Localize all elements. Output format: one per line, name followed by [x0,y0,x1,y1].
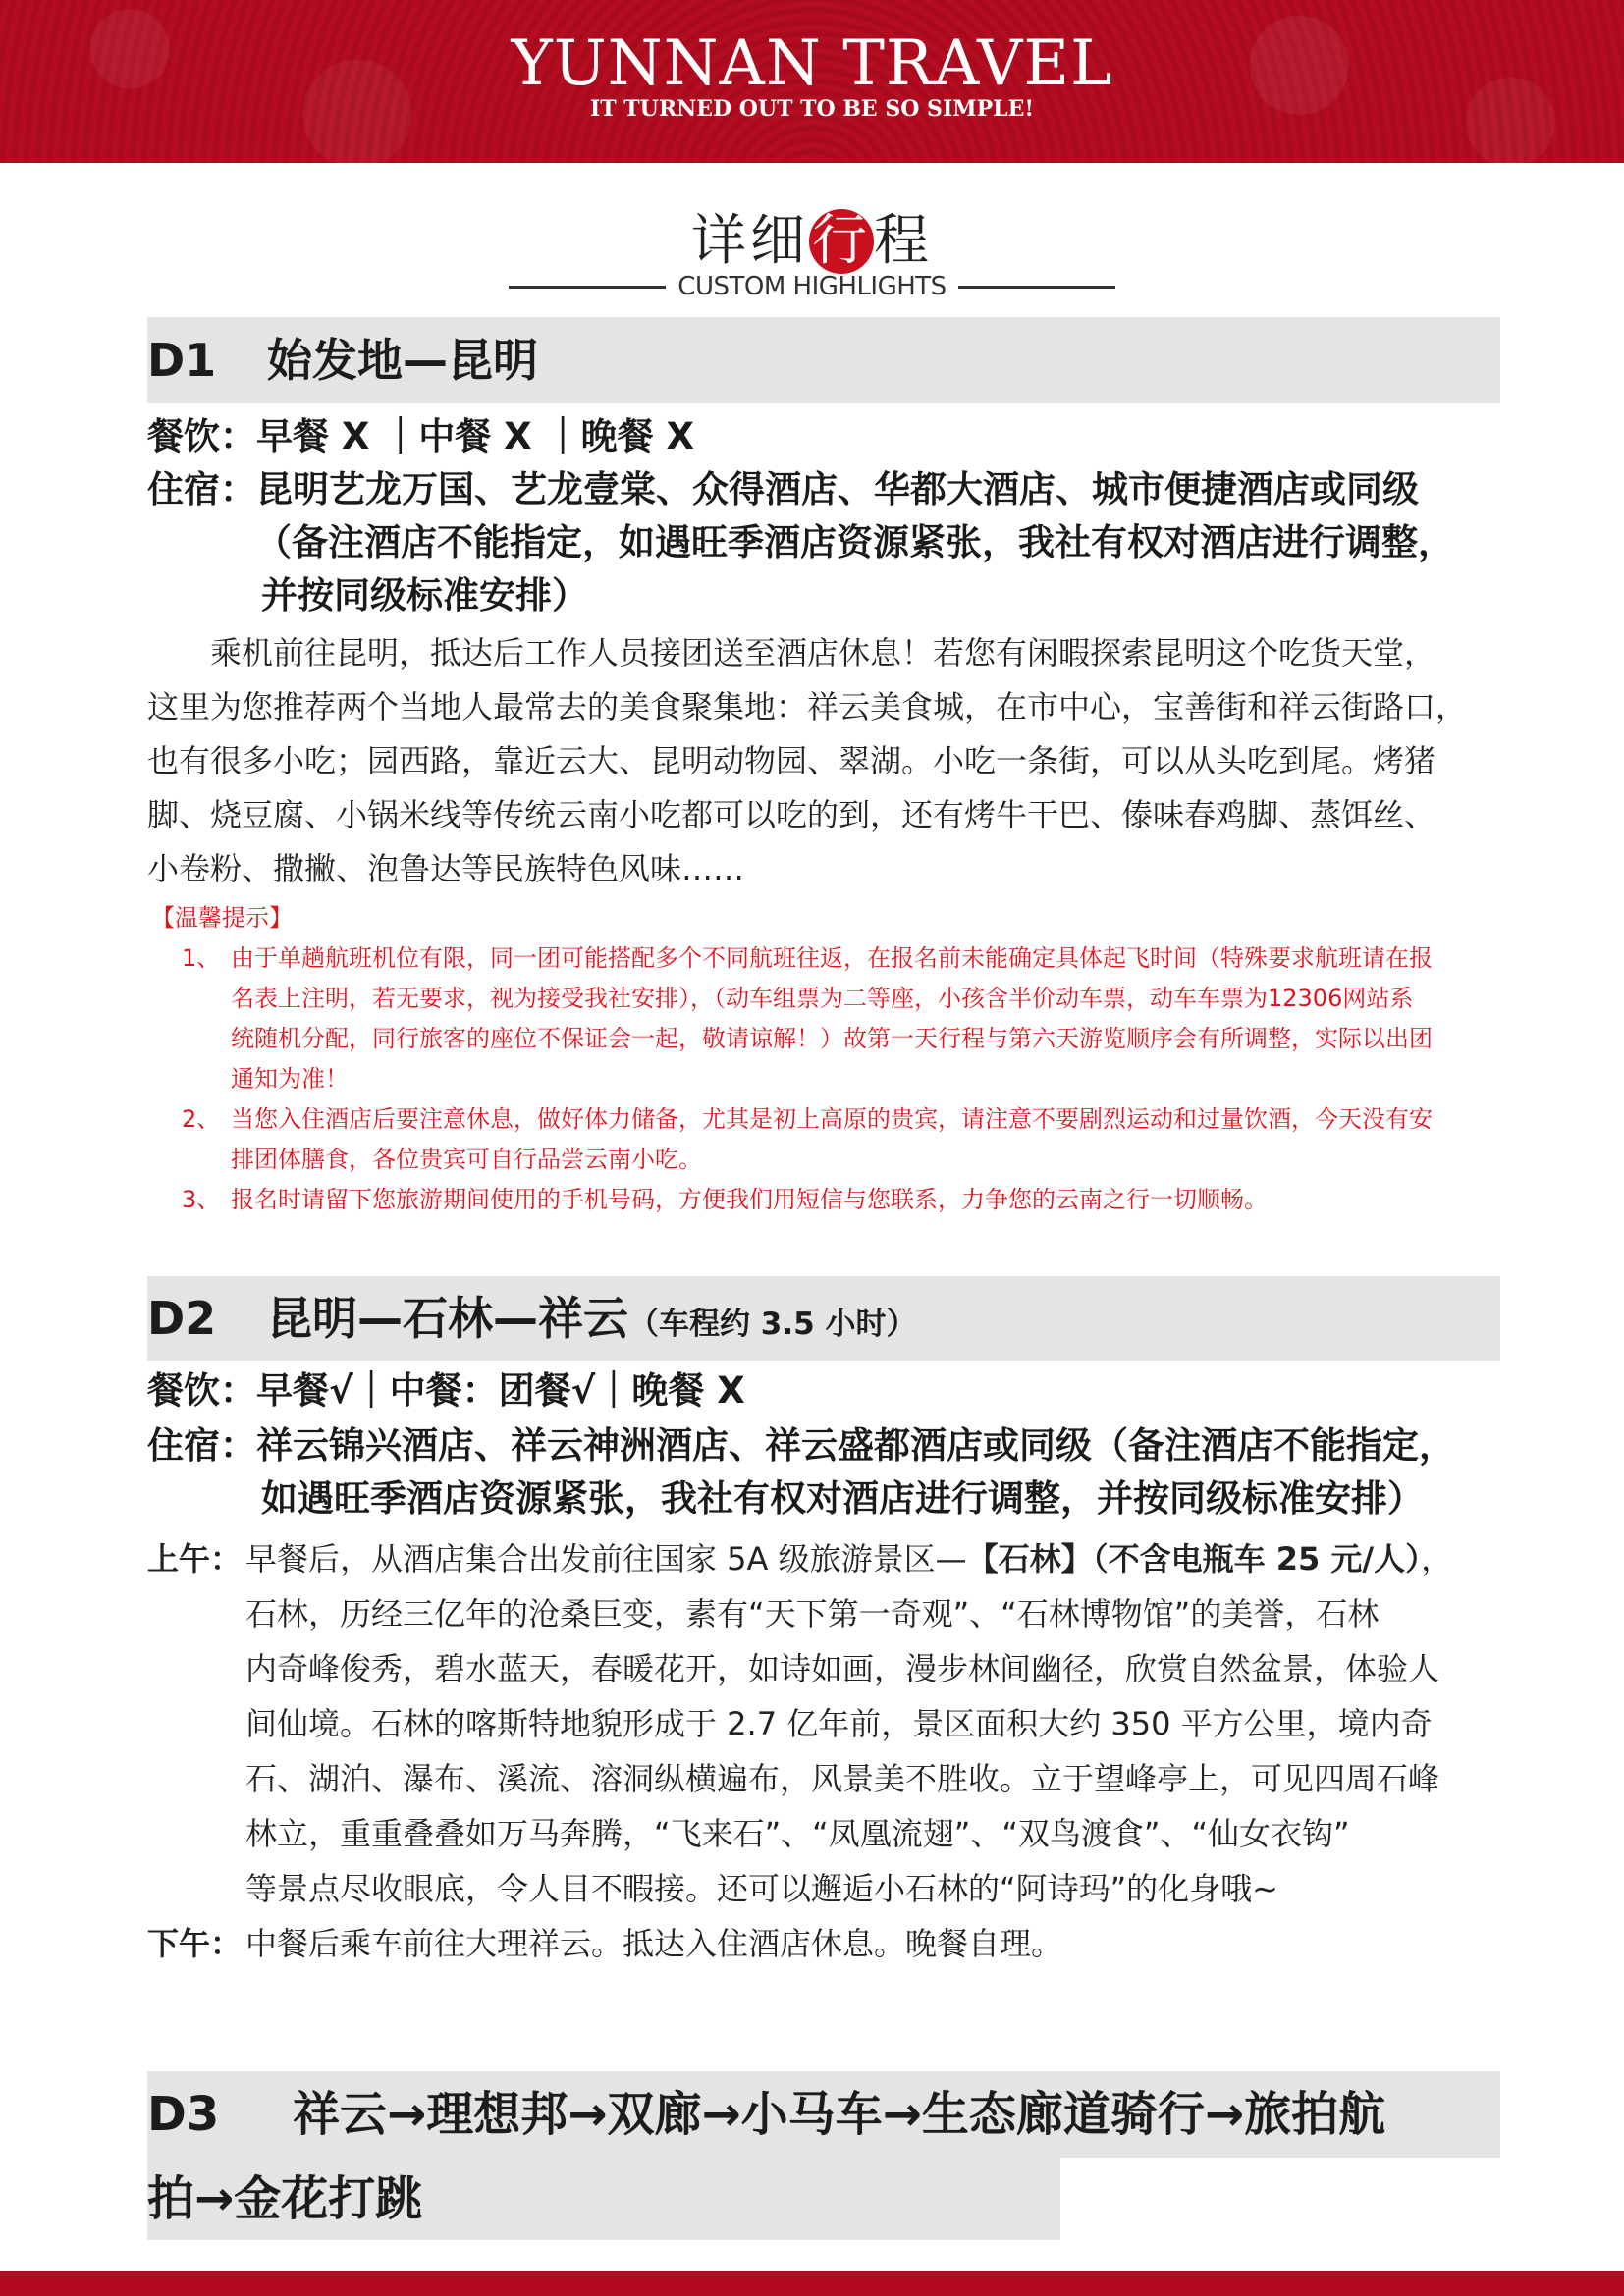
footer-band [0,2271,1624,2296]
afternoon-text: 中餐后乘车前往大理祥云。抵达入住酒店休息。晚餐自理。 [245,1925,1063,1962]
day1-intro [147,626,1483,896]
day3-header-cont [147,2158,1060,2240]
heading-badge: 行 [809,209,874,274]
notice-item-number: 3、 [182,1186,221,1213]
day2-header [147,1276,1500,1361]
morning-line6: 林立，重重叠叠如万马奔腾，“飞来石”、“凤凰流翅”、“双鸟渡食”、“仙女衣钩” [245,1815,1350,1852]
notice-line: 名表上注明，若无要求，视为接受我社安排），（动车组票为二等座，小孩含半价动车票，动车车票为12306网站系 [231,985,1414,1012]
day1-hotel [147,463,1454,622]
notice-line: 排团体膳食，各位贵宾可自行品尝云南小吃。 [231,1146,702,1173]
day1-notice [147,898,1492,1220]
morning-line2: 石林，历经三亿年的沧桑巨变，素有“天下第一奇观”、“石林博物馆”的美誉，石林 [245,1595,1380,1632]
day2-meals: 餐饮：早餐√｜中餐：团餐√｜晚餐 X [147,1369,745,1412]
afternoon-label: 下午： [147,1925,243,1962]
banner-title: YUNNAN TRAVEL [511,27,1113,100]
stone-forest-highlight: 【石林】（不含电瓶车 25 元/人） [966,1540,1422,1577]
day1-hotel-line3: 并按同级标准安排） [261,574,588,616]
notice-line: 报名时请留下您旅游期间使用的手机号码，方便我们用短信与您联系，力争您的云南之行一切顺畅。 [231,1186,1268,1213]
day2-duration: （车程约 3.5 小时） [628,1307,917,1342]
notice-item [147,1099,1492,1180]
day3-route-line1: 祥云→理想邦→双廊→小马车→生态廊道骑行→旅拍航 [293,2087,1386,2142]
day2-label: D2 [147,1292,217,1345]
day1-intro-line2: 这里为您推荐两个当地人最常去的美食聚集地：祥云美食城，在市中心，宝善街和祥云街路口， [147,688,1468,725]
day2-hotel-line1: 住宿：祥云锦兴酒店、祥云神洲酒店、祥云盛都酒店或同级（备注酒店不能指定， [147,1424,1455,1467]
heading-chars-a: 详细 [691,209,809,273]
day1-meals: 餐饮：早餐 X ｜中餐 X ｜晚餐 X [147,415,694,457]
morning-label: 上午： [147,1540,243,1577]
banner [0,0,1624,163]
afternoon-row [147,1916,1483,1971]
day1-route: 始发地—昆明 [267,334,538,387]
morning-line1-pre: 早餐后，从酒店集合出发前往国家 5A 级旅游景区— [245,1540,967,1577]
notice-line: 由于单趟航班机位有限，同一团可能搭配多个不同航班往返，在报名前未能确定具体起飞时间（特殊要求航班请在报 [231,944,1433,972]
heading-chars-b: 程 [874,209,933,273]
day2-hotel [147,1419,1455,1525]
morning-line1 [245,1531,1483,1586]
day1-label: D1 [147,334,217,387]
morning-line3: 内奇峰俊秀，碧水蓝天，春暖花开，如诗如画，漫步林间幽径，欣赏自然盆景，体验人 [245,1650,1440,1687]
day2-hotel-line2: 如遇旺季酒店资源紧张，我社有权对酒店进行调整，并按同级标准安排） [261,1477,1424,1520]
notice-item [147,938,1492,1099]
notice-line: 当您入住酒店后要注意休息，做好体力储备，尤其是初上高原的贵宾，请注意不要剧烈运动和过量饮酒，今天没有安 [231,1105,1433,1133]
day3-label: D3 [147,2087,220,2142]
banner-subtitle: IT TURNED OUT TO BE SO SIMPLE! [589,96,1035,122]
day1-intro-line1: 乘机前往昆明，抵达后工作人员接团送至酒店休息！若您有闲暇探索昆明这个吃货天堂， [210,634,1436,671]
notice-line: 通知为准！ [231,1065,349,1093]
day1-intro-line5: 小卷粉、撒撇、泡鲁达等民族特色风味…… [147,850,745,887]
section-heading-title [0,209,1624,274]
morning-row [147,1531,1483,1916]
section-heading [0,201,1624,309]
morning-line5: 石、湖泊、瀑布、溪流、溶洞纵横遍布，风景美不胜收。立于望峰亭上，可见四周石峰 [245,1760,1440,1797]
day2-schedule [147,1531,1483,1971]
morning-line4: 间仙境。石林的喀斯特地貌形成于 2.7 亿年前，景区面积大约 350 平方公里，境内奇 [245,1705,1433,1742]
notice-item-number: 2、 [182,1105,221,1133]
day1-intro-line3: 也有很多小吃；园西路，靠近云大、昆明动物园、翠湖。小吃一条街，可以从头吃到尾。烤猪 [147,742,1436,779]
day2-route: 昆明—石林—祥云 [267,1292,628,1345]
notice-item-number: 1、 [182,944,221,972]
heading-subtitle: CUSTOM HIGHLIGHTS [677,272,947,301]
day1-hotel-line2: （备注酒店不能指定，如遇旺季酒店资源紧张，我社有权对酒店进行调整， [255,521,1454,563]
day3-header [147,2071,1500,2158]
day1-header [147,317,1500,403]
day3-route-line2: 拍→金花打跳 [147,2171,423,2226]
notice-line: 统随机分配，同行旅客的座位不保证会一起，敬请谅解！）故第一天行程与第六天游览顺序会有所调整，实际以出团 [231,1025,1433,1052]
notice-title: 【温馨提示】 [151,904,293,932]
morning-line7: 等景点尽收眼底，令人目不暇接。还可以邂逅小石林的“阿诗玛”的化身哦~ [245,1870,1278,1907]
morning-line1-post: ， [1421,1540,1453,1577]
notice-item [147,1180,1492,1220]
day1-hotel-line1: 住宿：昆明艺龙万国、艺龙壹棠、众得酒店、华都大酒店、城市便捷酒店或同级 [147,468,1419,510]
day1-intro-line4: 脚、烧豆腐、小锅米线等传统云南小吃都可以吃的到，还有烤牛干巴、傣味春鸡脚、蒸饵丝、 [147,796,1436,833]
